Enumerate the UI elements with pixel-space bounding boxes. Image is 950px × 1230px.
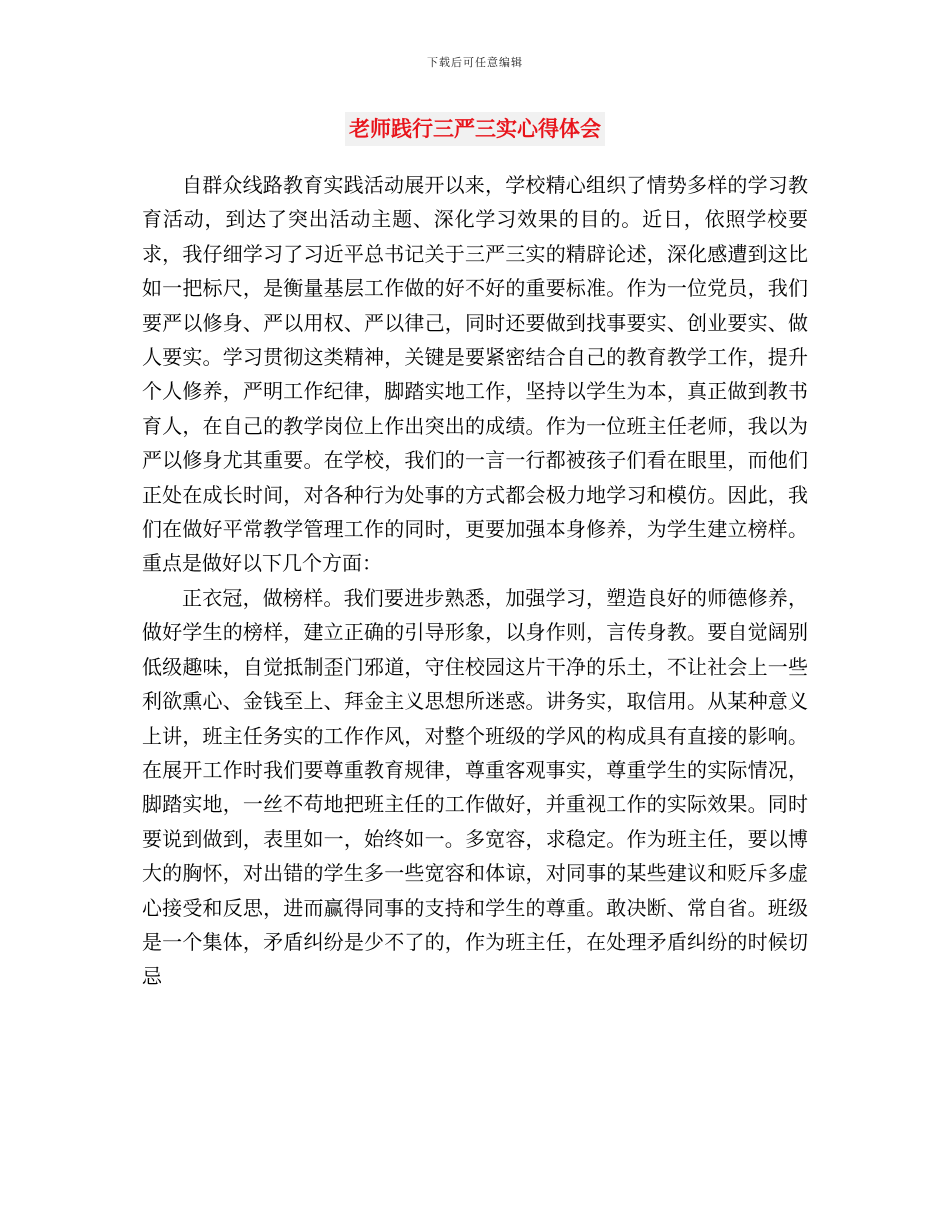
header-note: 下载后可任意编辑 xyxy=(427,56,523,69)
body-paragraph: 正衣冠，做榜样。我们要进步熟悉，加强学习，塑造良好的师德修养，做好学生的榜样，建立正确的引导形象，以身作则，言传身教。要自觉阔别低级趣味，自觉抵制歪门邪道，守住校园这片干净的乐土，不让社会上一些利欲熏心、金钱至上、拜金主义思想所迷惑。讲务实，取信用。从某种意义上讲，班主任务实的工作作风，对整个班级的学风的构成具有直接的影响。在展开工作时我们要尊重教育规律，尊重客观事实，尊重学生的实际情况，脚踏实地，一丝不苟地把班主任的工作做好，并重视工作的实际效果。同时要说到做到，表里如一，始终如一。多宽容，求稳定。作为班主任，要以博大的胸怀，对出错的学生多一些宽容和体谅，对同事的某些建议和贬斥多虚心接受和反思，进而赢得同事的支持和学生的尊重。敢决断、常自省。班级是一个集体，矛盾纠纷是少不了的，作为班主任，在处理矛盾纠纷的时候切忌 xyxy=(142,585,808,989)
body-paragraph: 自群众线路教育实践活动展开以来，学校精心组织了情势多样的学习教育活动，到达了突出活动主题、深化学习效果的目的。近日，依照学校要求，我仔细学习了习近平总书记关于三严三实的精辟论述，深化感遭到这比如一把标尺，是衡量基层工作做的好不好的重要标准。作为一位党员，我们要严以修身、严以用权、严以律己，同时还要做到找事要实、创业要实、做人要实。学习贯彻这类精神，关键是要紧密结合自己的教育教学工作，提升个人修养，严明工作纪律，脚踏实地工作，坚持以学生为本，真正做到教书育人，在自己的教学岗位上作出突出的成绩。作为一位班主任老师，我以为严以修身尤其重要。在学校，我们的一言一行都被孩子们看在眼里，而他们正处在成长时间，对各种行为处事的方式都会极力地学习和模仿。因此，我们在做好平常教学管理工作的同时，更要加强本身修养，为学生建立榜样。重点是做好以下几个方面： xyxy=(142,173,808,576)
document-body xyxy=(142,168,808,994)
document-title: 老师践行三严三实心得体会 xyxy=(345,112,605,146)
title-wrapper xyxy=(0,112,950,146)
